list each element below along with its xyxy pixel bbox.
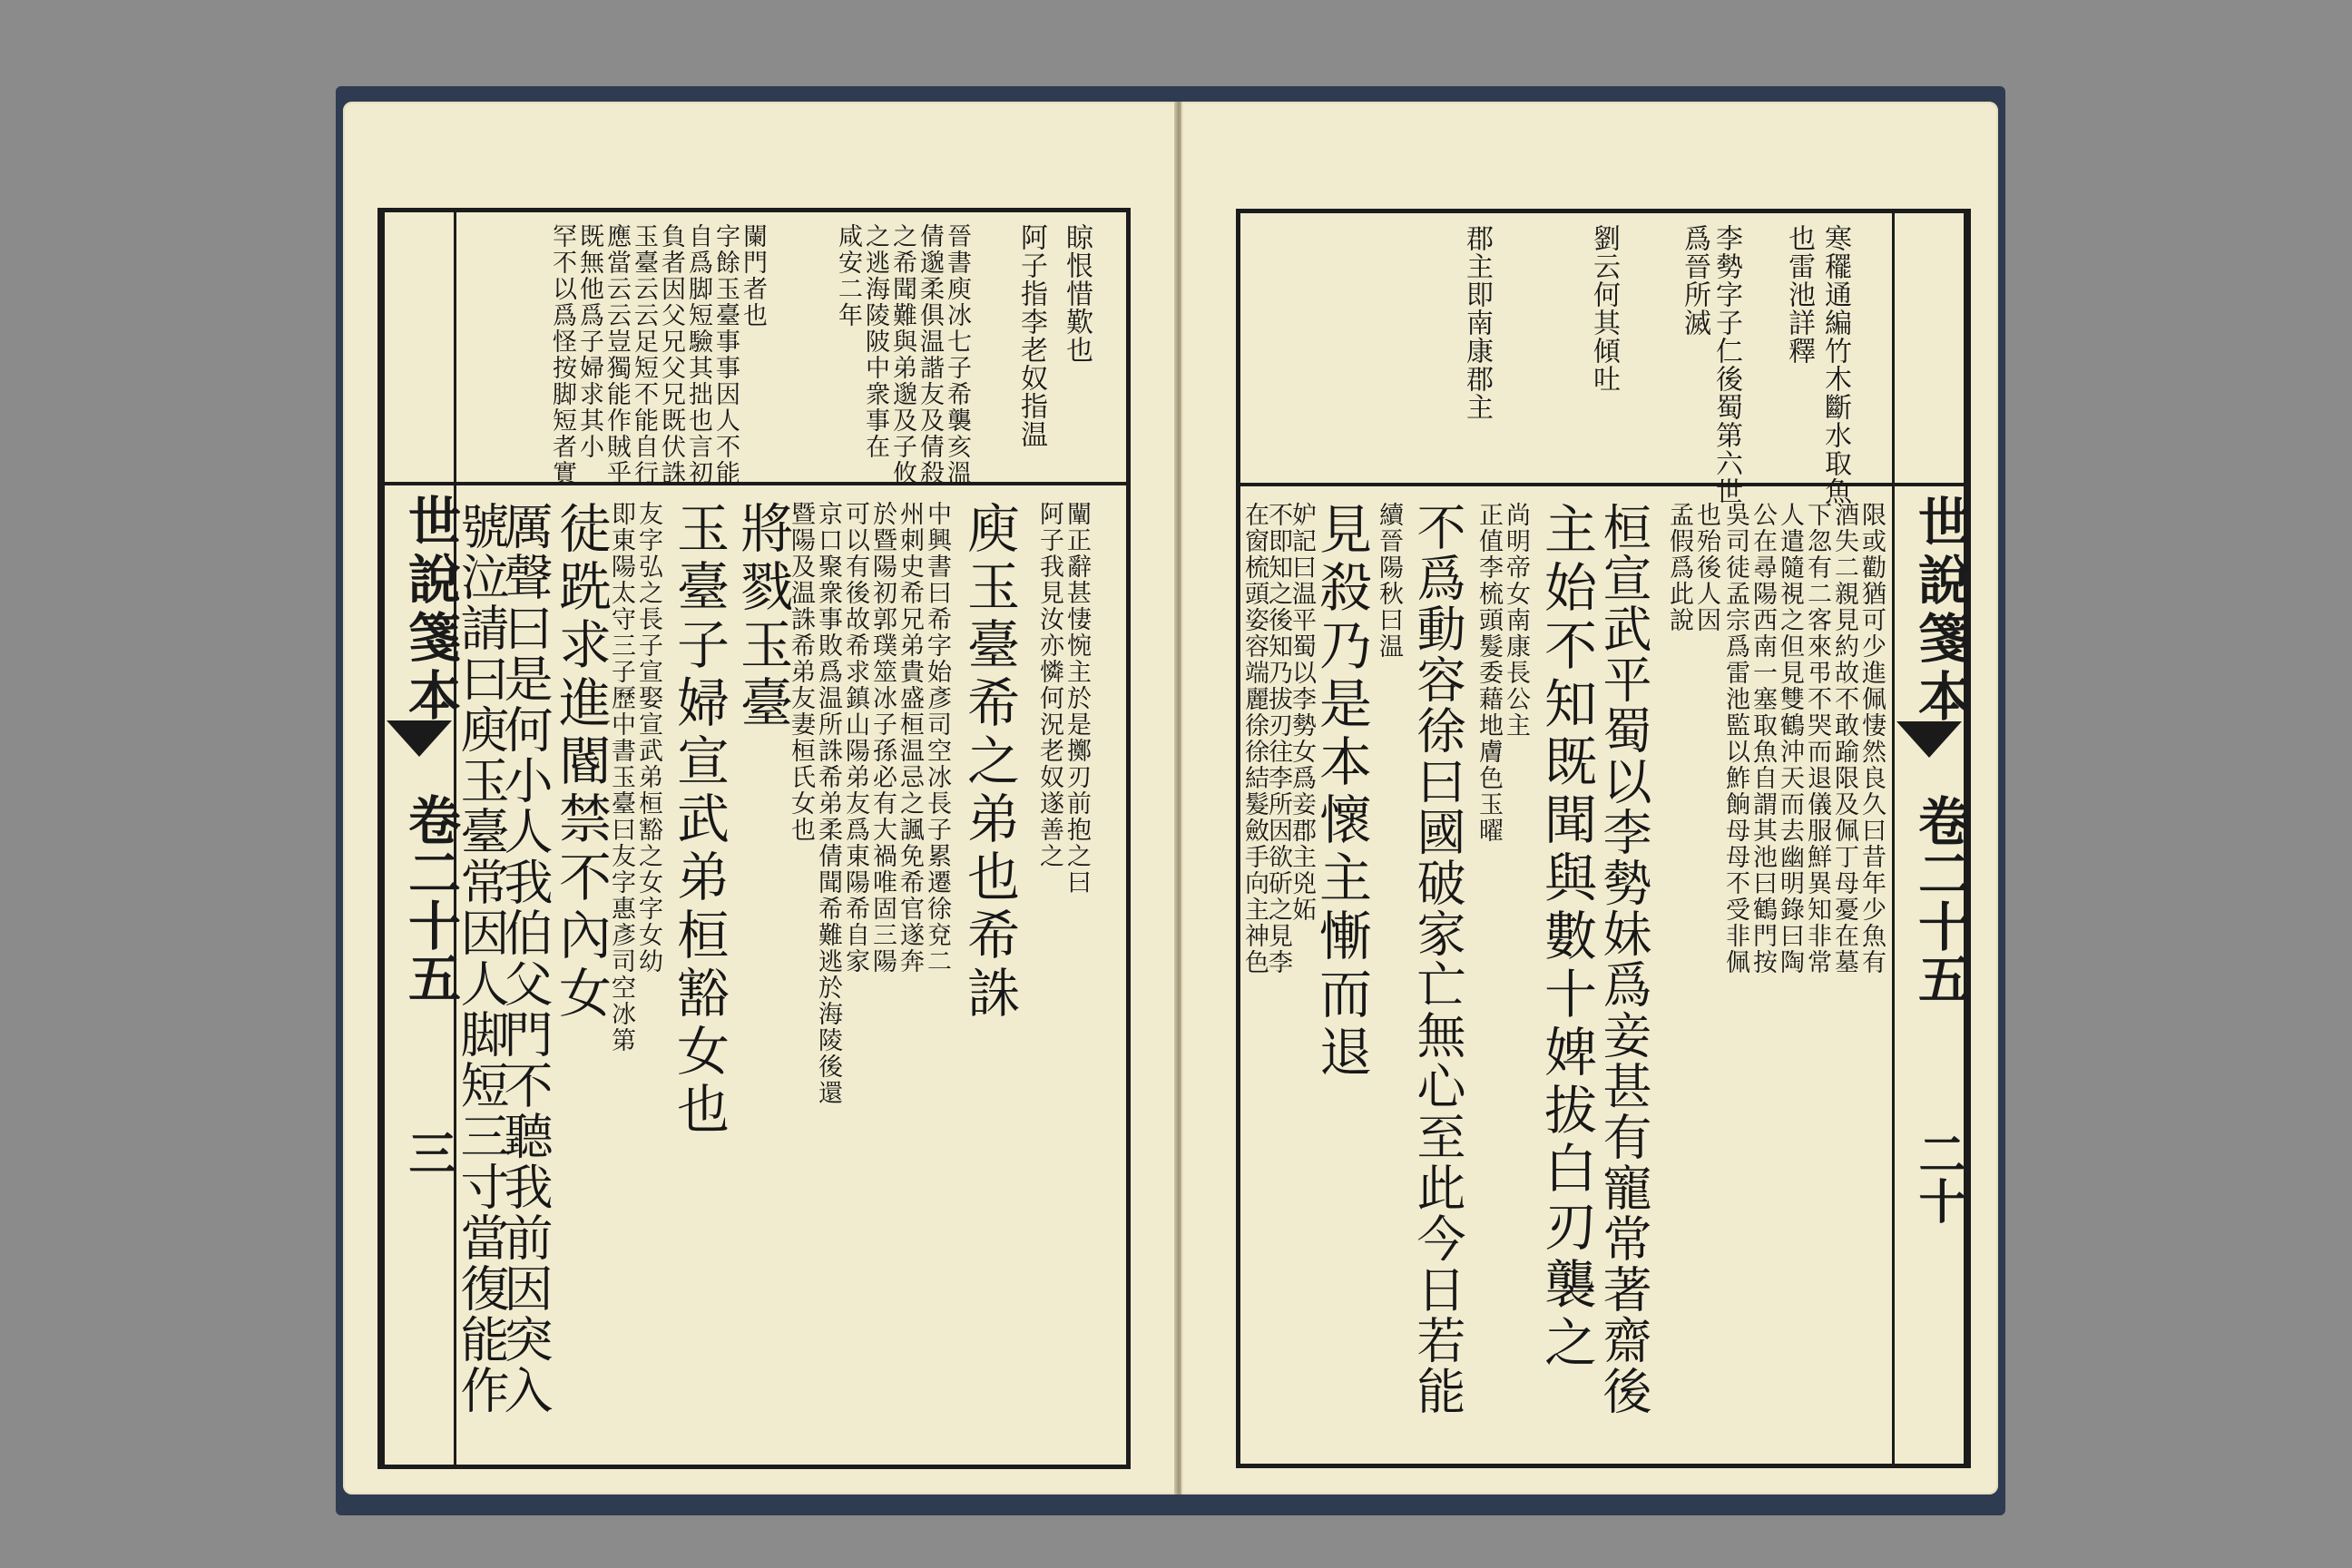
left-note-9: 字餘玉臺事事因人不能 bbox=[711, 223, 740, 486]
right-small-5: 公在尋陽西南一塞取魚自謂其池曰鶴門按 bbox=[1749, 502, 1777, 975]
left-main-6: 號泣請曰庾玉臺常因人脚短三寸當復能作 bbox=[453, 501, 510, 1416]
left-note-12: 玉臺云云足短不能自行 bbox=[630, 223, 658, 486]
right-note-1: 寒䆉通編竹木斷水取魚 bbox=[1819, 224, 1851, 505]
left-note-2: 阿子指李老奴指温 bbox=[1015, 223, 1047, 448]
left-small-4: 州刺史希兄弟貴盛桓温忌之諷免希官遂奔 bbox=[896, 501, 924, 975]
right-small-10: 正值李梳頭髮委藉地膚色玉曜 bbox=[1475, 502, 1503, 844]
right-page-frame bbox=[1236, 209, 1971, 1468]
left-small-10: 即東陽太守三子歷中書玉臺曰友字惠彥司空冰第 bbox=[607, 501, 635, 1054]
right-fish-tail bbox=[1896, 721, 1962, 758]
right-small-2: 酒失二親見約故不敢踰限及佩丁母憂在墓 bbox=[1830, 502, 1858, 975]
right-main-4: 見殺乃是本懷主慚而退 bbox=[1310, 502, 1372, 1083]
left-note-11: 負者因父兄父兄既伏誅 bbox=[657, 223, 685, 486]
right-note-4: 爲晉所滅 bbox=[1679, 224, 1710, 337]
right-band-title: 世說箋本 bbox=[1909, 495, 1971, 727]
left-small-2: 阿子我見汝亦憐何況老奴遂善之 bbox=[1035, 501, 1063, 869]
right-small-9: 尚明帝女南康長公主 bbox=[1502, 502, 1530, 739]
left-small-8: 暨陽及温誅希弟友妻桓氏女也 bbox=[787, 501, 815, 843]
left-main-5: 厲聲曰是何小人我伯父門不聽我前因突入 bbox=[496, 501, 554, 1416]
left-note-7: 咸安二年 bbox=[834, 223, 862, 328]
left-header-rule bbox=[382, 482, 1126, 485]
right-main-1: 桓宣武平蜀以李勢妹爲妾甚有寵常著齋後 bbox=[1595, 502, 1652, 1416]
left-main-3: 玉臺子婦宣武弟桓豁女也 bbox=[668, 501, 730, 1140]
right-small-7: 也殆後人因 bbox=[1692, 502, 1720, 633]
left-band-title: 世說箋本 bbox=[399, 494, 461, 726]
left-small-7: 京口聚衆事敗爲温所誅希弟柔倩聞希難逃於海陵後還 bbox=[814, 501, 842, 1106]
left-page-frame bbox=[377, 208, 1131, 1469]
right-small-11: 續晉陽秋曰温 bbox=[1375, 502, 1403, 660]
left-note-5: 之希聞難與弟邈及子攸 bbox=[888, 223, 916, 486]
left-note-8: 闌門者也 bbox=[739, 223, 767, 328]
right-main-3: 不爲動容徐曰國破家亡無心至此今日若能 bbox=[1409, 502, 1466, 1416]
right-note-6: 郡主即南康郡主 bbox=[1461, 224, 1493, 421]
left-main-4: 徒跣求進閽禁不內女 bbox=[550, 501, 612, 1024]
left-main-2: 將戮玉臺 bbox=[731, 501, 793, 733]
left-note-13: 應當云云豈獨能作賊乎 bbox=[603, 223, 631, 486]
right-small-13: 不即知之後知乃拔刃往李所因欲斫之見李 bbox=[1264, 502, 1292, 975]
left-note-1: 䁁恨惜歎也 bbox=[1061, 223, 1093, 364]
right-centre-band bbox=[1892, 213, 1971, 1464]
left-small-6: 可以有後故希求鎮山陽弟友爲東陽希自家 bbox=[841, 501, 869, 975]
left-band-chapter: 卷二十五 bbox=[399, 793, 461, 1004]
left-band-page: 三 bbox=[400, 1129, 456, 1176]
left-note-15: 罕不以爲怪按脚短者實 bbox=[548, 223, 576, 486]
right-small-6: 吳司徒孟宗爲雷池監以鮓餉母母不受非佩 bbox=[1721, 502, 1749, 975]
left-centre-band bbox=[382, 212, 461, 1465]
left-fish-tail bbox=[387, 720, 452, 757]
right-band-page: 二十 bbox=[1910, 1130, 1965, 1224]
right-main-2: 主始不知既聞與數十婢拔白刃襲之 bbox=[1535, 502, 1597, 1373]
right-header-rule bbox=[1240, 483, 1966, 486]
left-main-1: 庾玉臺希之弟也希誅 bbox=[958, 501, 1020, 1024]
left-note-14: 既無他爲子婦求其小 bbox=[575, 223, 603, 460]
right-page bbox=[1181, 102, 1998, 1494]
right-small-14: 在窗梳頭姿容端麗徐徐結髮斂手向主神色 bbox=[1240, 502, 1269, 975]
right-band-chapter: 卷二十五 bbox=[1909, 794, 1971, 1004]
right-small-12: 妒記曰温平蜀以李勢女爲妾郡主兇妬 bbox=[1288, 502, 1316, 923]
left-note-10: 自爲脚短驗其拙也言初 bbox=[684, 223, 712, 486]
left-note-6: 之逃海陵陂中衆事在 bbox=[861, 223, 889, 460]
left-small-1: 闡正辭甚悽惋主於是擲刃前抱之曰 bbox=[1063, 501, 1091, 896]
left-small-3: 中興書曰希字始彥司空冰長子累遷徐兗二 bbox=[923, 501, 951, 975]
left-note-4: 倩邈柔俱温諧友及倩殺 bbox=[916, 223, 944, 486]
right-note-2: 也雷池詳釋 bbox=[1783, 224, 1815, 365]
right-small-1: 限或勸猶可少進佩悽然良久曰昔年少魚有 bbox=[1857, 502, 1886, 975]
right-small-3: 下忽有二客來弔不哭而退儀服鮮異知非常 bbox=[1803, 502, 1831, 975]
left-page bbox=[343, 102, 1176, 1494]
left-small-5: 於暨陽初郭璞筮冰子孫必有大禍唯固三陽 bbox=[868, 501, 897, 975]
left-small-9: 友字弘之長子宣娶宣武弟桓豁之女字女幼 bbox=[634, 501, 662, 975]
right-small-8: 孟假爲此說 bbox=[1665, 502, 1693, 633]
right-small-4: 人遣隨視之但見雙鶴沖天而去幽明錄曰陶 bbox=[1776, 502, 1804, 975]
right-note-3: 李勢字子仁後蜀第六世 bbox=[1710, 224, 1742, 505]
right-note-5: 劉云何其傾吐 bbox=[1588, 224, 1620, 393]
left-note-3: 晉書庾冰七子希襲亥溫 bbox=[943, 223, 971, 486]
